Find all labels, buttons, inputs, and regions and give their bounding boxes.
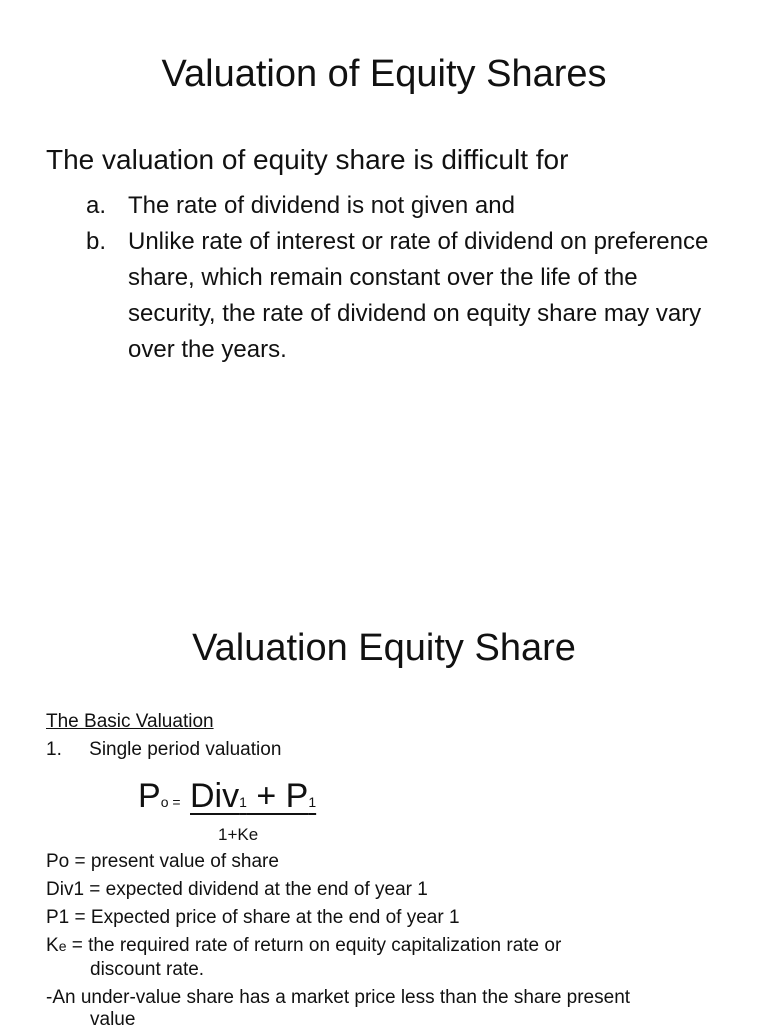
formula-div-sub: 1 [239,794,247,810]
definition-p1: P1 = Expected price of share at the end of year 1 [46,907,460,928]
valuation-formula [138,776,316,822]
list-item-text: The rate of dividend is not given and [128,192,515,219]
formula-numerator [190,777,316,815]
ke-symbol: K [46,935,59,956]
slide-2-title: Valuation Equity Share [192,627,576,669]
ke-text: = the required rate of return on equity capitalization rate or [66,935,562,956]
list-item [86,188,726,224]
formula-p-sub: 1 [308,794,317,810]
list-marker: b. [86,228,107,255]
lead-text: The valuation of equity share is difficult for [46,144,569,175]
formula-denominator: 1+Ke [218,825,259,844]
slide-1-title: Valuation of Equity Shares [161,53,607,95]
note-line-2: value [90,1009,136,1030]
step-line [46,738,281,762]
slide-2 [0,600,768,1030]
formula-plus-p: + P [246,777,309,815]
formula-lhs: P [138,777,161,815]
definition-po: Po = present value of share [46,851,279,872]
note-line-1: -An under-value share has a market price less than the share present [46,987,631,1008]
reason-list [86,188,726,368]
section-heading: The Basic Valuation [46,711,214,732]
list-marker: a. [86,192,107,219]
list-item [86,224,726,368]
formula-div: Div [190,777,240,815]
ke-sub: e [58,938,67,954]
list-item-text: Unlike rate of interest or rate of dividend on preference share, which remain constant over the life of the security, the rate of dividend on equity share may vary over the years. [128,228,709,363]
definition-div1: Div1 = expected dividend at the end of year 1 [46,879,428,900]
step-number: 1. [46,739,62,760]
formula-lhs-sub: o = [160,794,181,810]
definition-ke [46,934,561,958]
step-label: Single period valuation [89,739,282,760]
definition-ke-cont: discount rate. [90,959,205,980]
